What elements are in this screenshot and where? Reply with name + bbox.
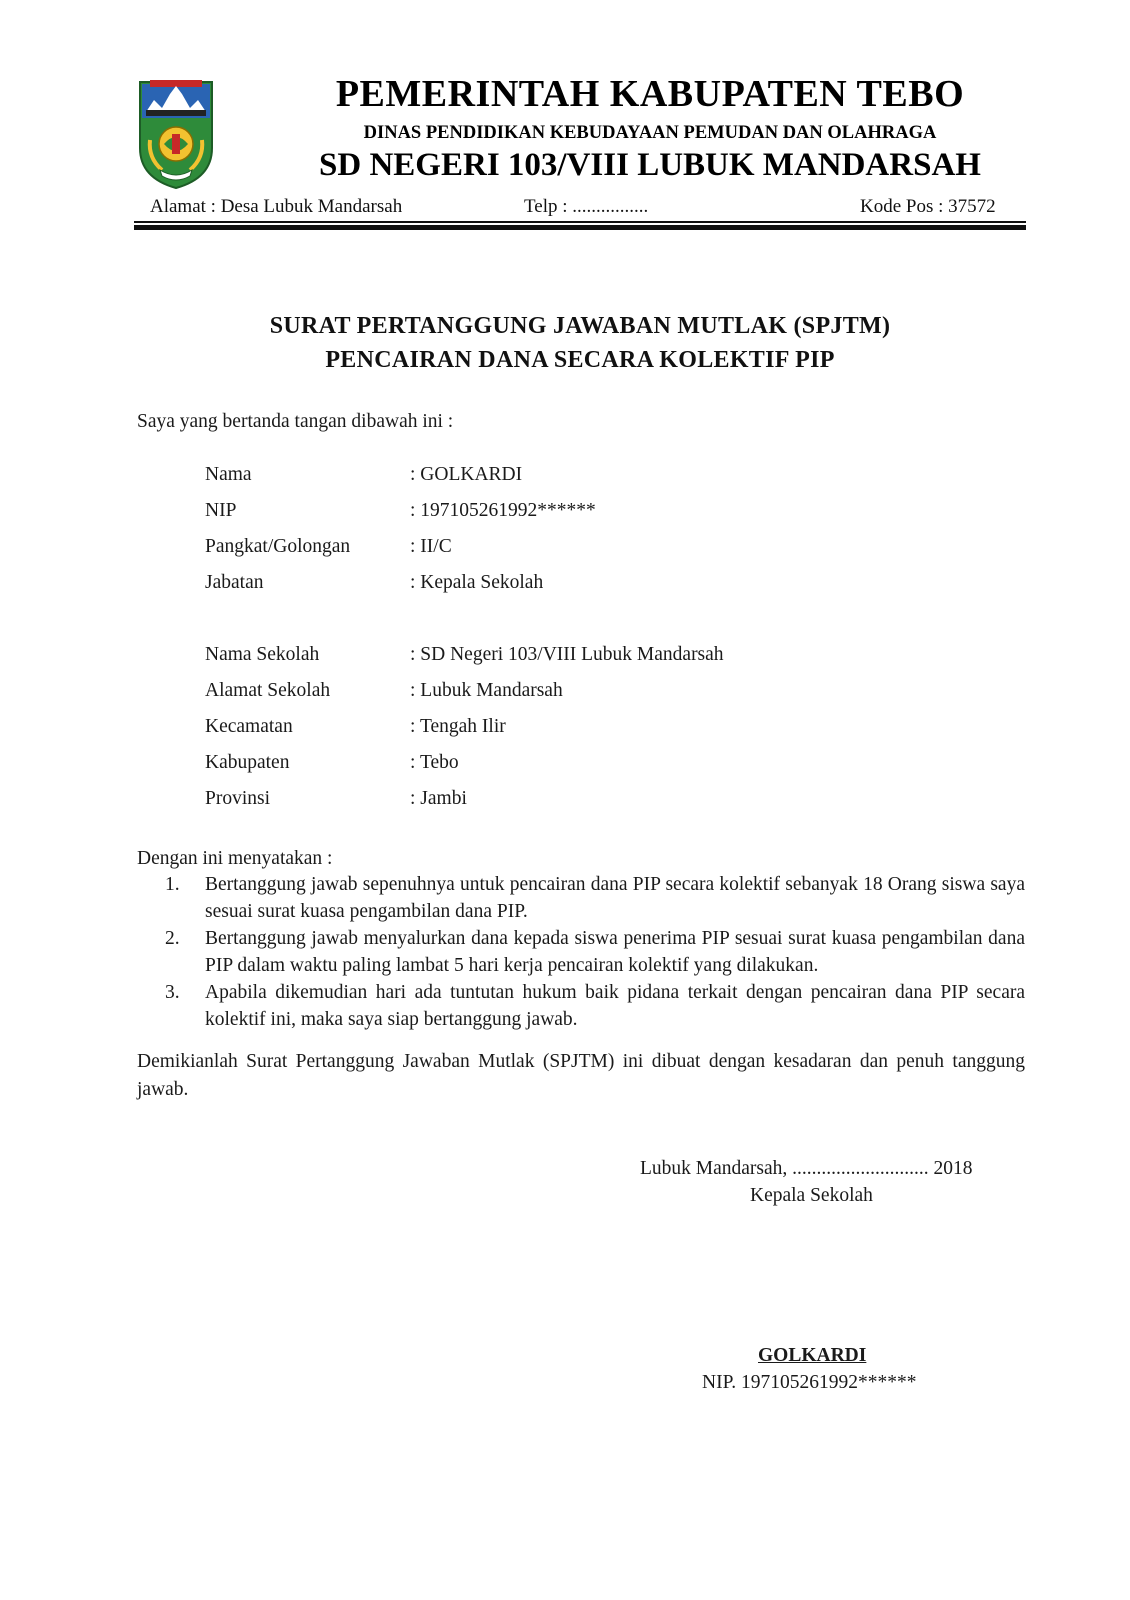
school-row [205, 785, 1005, 821]
statement-item [165, 925, 1025, 979]
closing-paragraph: Demikianlah Surat Pertanggung Jawaban Mutlak (SPJTM) ini dibuat dengan kesadaran dan penuh tanggung jawab. [137, 1051, 1025, 1100]
school-row [205, 641, 1005, 677]
statement-text: Bertanggung jawab sepenuhnya untuk pencairan dana PIP secara kolektif sebanyak 18 Orang siswa saya sesuai surat kuasa pengambilan dana PIP. [205, 874, 1025, 922]
statement-list [165, 871, 1025, 1033]
kabupaten-tebo-emblem [136, 78, 216, 190]
letterhead-department: DINAS PENDIDIKAN KEBUDAYAAN PEMUDAN DAN OLAHRAGA [363, 123, 937, 143]
identity-label: Jabatan [205, 572, 264, 593]
letterhead-postcode: Kode Pos : 37572 [860, 196, 996, 217]
intro-text: Saya yang bertanda tangan dibawah ini : [137, 411, 454, 432]
identity-label: NIP [205, 500, 237, 521]
identity-value: : GOLKARDI [410, 464, 523, 485]
letterhead-rule-thick [134, 225, 1026, 230]
school-row [205, 749, 1005, 785]
identity-label: Nama [205, 464, 252, 485]
statement-text: Apabila dikemudian hari ada tuntutan hukum baik pidana terkait dengan pencairan dana PIP secara kolektif ini, maka saya siap bertanggung jawab. [205, 982, 1025, 1030]
statement-item [165, 979, 1025, 1033]
identity-row [205, 569, 1005, 605]
identity-label: Pangkat/Golongan [205, 536, 351, 557]
letterhead-phone: Telp : ................ [524, 196, 649, 217]
school-row [205, 713, 1005, 749]
school-value: : Jambi [410, 788, 467, 809]
identity-row [205, 533, 1005, 569]
school-value: : SD Negeri 103/VIII Lubuk Mandarsah [410, 644, 724, 665]
signature-nip: NIP. 197105261992****** [702, 1372, 917, 1393]
school-label: Provinsi [205, 788, 271, 809]
identity-table [205, 461, 1005, 605]
statement-text: Bertanggung jawab menyalurkan dana kepada siswa penerima PIP sesuai surat kuasa pengambilan dana PIP dalam waktu paling lambat 5 hari kerja pencairan kolektif yang dilakukan. [205, 928, 1025, 976]
identity-value: : II/C [410, 536, 452, 557]
statement-number: 3. [165, 982, 180, 1003]
signature-name: GOLKARDI [758, 1345, 867, 1366]
document-title: SURAT PERTANGGUNG JAWABAN MUTLAK (SPJTM) [269, 313, 891, 339]
identity-value: : 197105261992****** [410, 500, 596, 521]
school-label: Kabupaten [205, 752, 290, 773]
document-subtitle: PENCAIRAN DANA SECARA KOLEKTIF PIP [325, 347, 835, 373]
letterhead-government: PEMERINTAH KABUPATEN TEBO [335, 73, 965, 115]
school-label: Alamat Sekolah [205, 680, 331, 701]
signature-role: Kepala Sekolah [750, 1185, 873, 1206]
school-value: : Tebo [410, 752, 459, 773]
school-row [205, 677, 1005, 713]
identity-row [205, 497, 1005, 533]
school-value: : Lubuk Mandarsah [410, 680, 563, 701]
letterhead-school: SD NEGERI 103/VIII LUBUK MANDARSAH [319, 147, 981, 183]
statement-item [165, 871, 1025, 925]
letterhead-rule-thin [134, 221, 1026, 223]
identity-value: : Kepala Sekolah [410, 572, 544, 593]
statement-number: 2. [165, 928, 180, 949]
school-table [205, 641, 1005, 821]
statement-intro: Dengan ini menyatakan : [137, 848, 333, 869]
school-label: Nama Sekolah [205, 644, 320, 665]
statement-number: 1. [165, 874, 180, 895]
school-value: : Tengah Ilir [410, 716, 506, 737]
school-label: Kecamatan [205, 716, 293, 737]
letterhead-address: Alamat : Desa Lubuk Mandarsah [150, 196, 403, 217]
identity-row [205, 461, 1005, 497]
signature-place-date: Lubuk Mandarsah, ............................ 2018 [640, 1158, 973, 1179]
